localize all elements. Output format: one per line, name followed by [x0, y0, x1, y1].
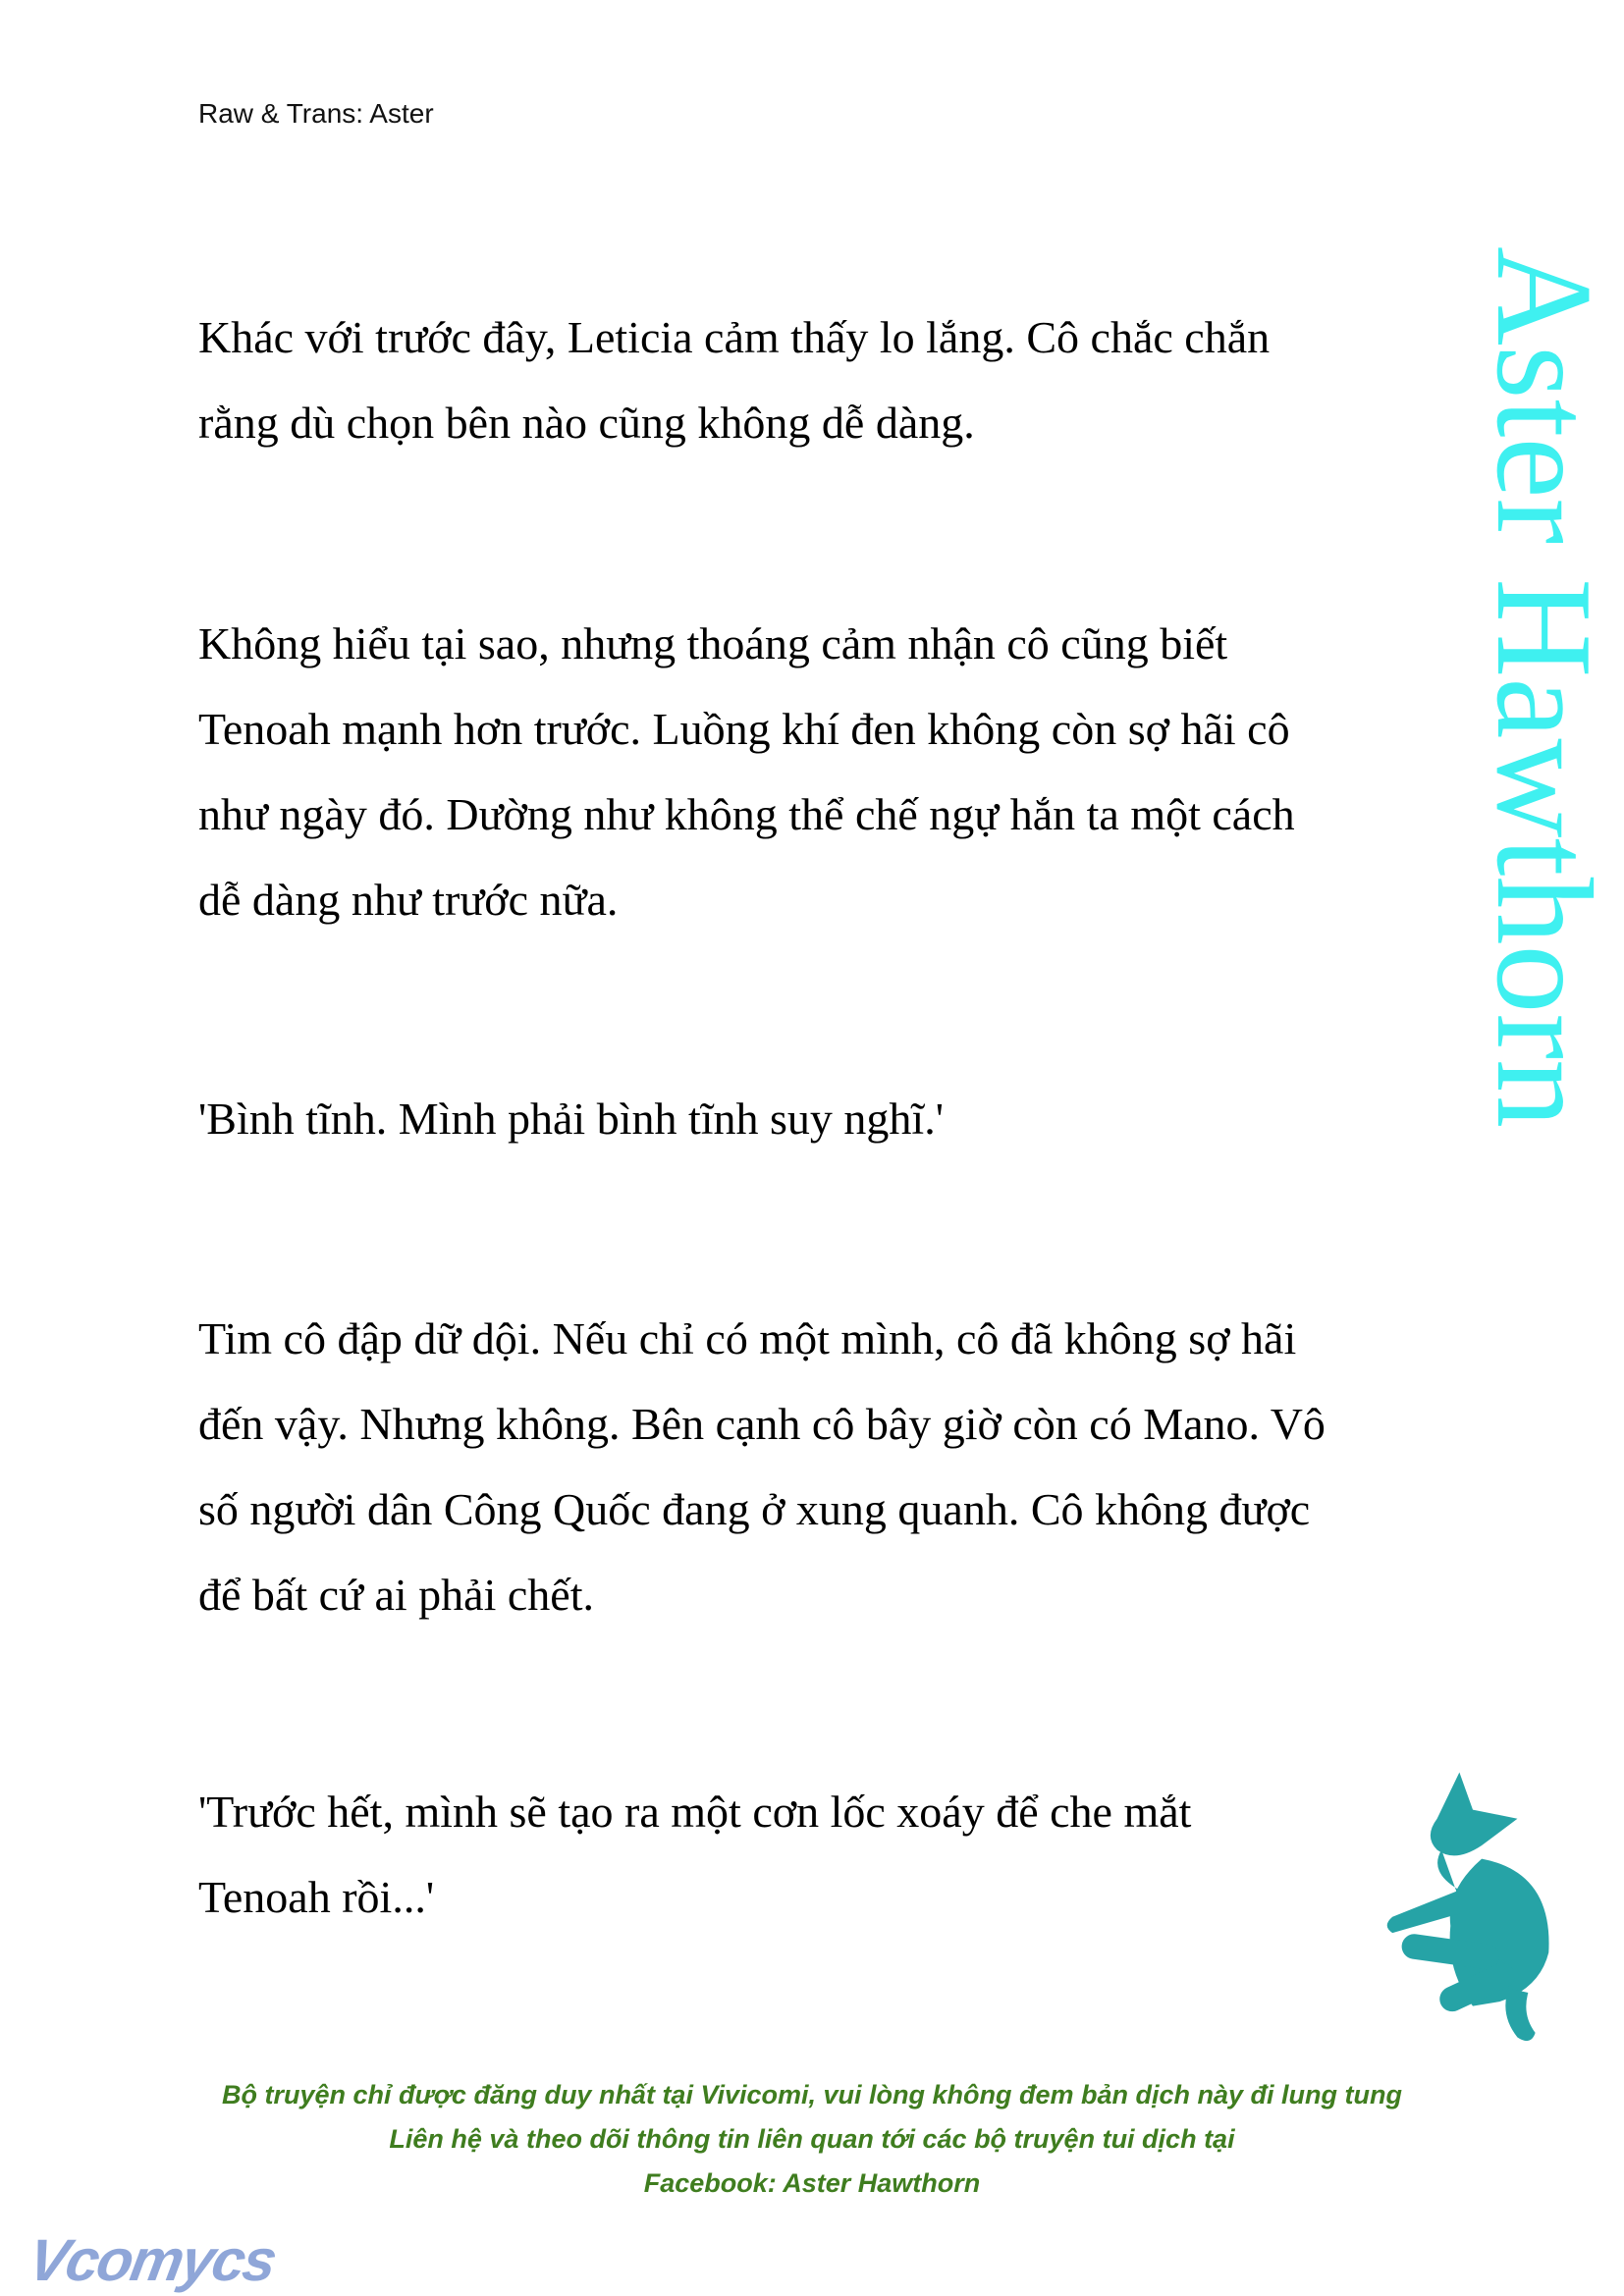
footer-notice — [0, 2073, 1624, 2206]
text-line: Tenoah rồi...' — [198, 1872, 435, 1922]
text-line: để bất cứ ai phải chết. — [198, 1570, 594, 1620]
paragraph-5 — [198, 1769, 1191, 1940]
text-line: Tim cô đập dữ dội. Nếu chỉ có một mình, cô đã không sợ hãi — [198, 1313, 1297, 1363]
text-line: 'Trước hết, mình sẽ tạo ra một cơn lốc xoáy để che mắt — [198, 1787, 1192, 1837]
text-line: 'Bình tĩnh. Mình phải bình tĩnh suy nghĩ.' — [198, 1094, 944, 1144]
paragraph-1 — [198, 294, 1270, 465]
text-line: như ngày đó. Dường như không thể chế ngự hắn ta một cách — [198, 789, 1295, 839]
footer-line-2: Liên hệ và theo dõi thông tin liên quan tới các bộ truyện tui dịch tại — [389, 2124, 1235, 2154]
text-line: Tenoah mạnh hơn trước. Luồng khí đen không còn sợ hãi cô — [198, 704, 1290, 754]
footer-line-3: Facebook: Aster Hawthorn — [643, 2168, 981, 2198]
footer-line-1: Bộ truyện chỉ được đăng duy nhất tại Vivicomi, vui lòng không đem bản dịch này đi lung tung — [222, 2080, 1402, 2109]
text-line: đến vậy. Nhưng không. Bên cạnh cô bây giờ còn có Mano. Vô — [198, 1399, 1326, 1449]
text-line: số người dân Công Quốc đang ở xung quanh. Cô không được — [198, 1484, 1311, 1534]
text-line: rằng dù chọn bên nào cũng không dễ dàng. — [198, 398, 975, 448]
paragraph-2 — [198, 601, 1295, 942]
cat-silhouette-icon — [1375, 1747, 1571, 2042]
translator-credit: Raw & Trans: Aster — [198, 98, 434, 129]
paragraph-4 — [198, 1296, 1326, 1637]
text-line: dễ dàng như trước nữa. — [198, 875, 619, 925]
paragraph-3 — [198, 1076, 944, 1161]
text-line: Không hiểu tại sao, nhưng thoáng cảm nhận cô cũng biết — [198, 618, 1228, 668]
text-line: Khác với trước đây, Leticia cảm thấy lo lắng. Cô chắc chắn — [198, 312, 1271, 362]
watermark-text: Aster Hawthorn — [1468, 245, 1620, 1129]
vcomycs-logo: Vcomycs — [24, 2227, 281, 2293]
